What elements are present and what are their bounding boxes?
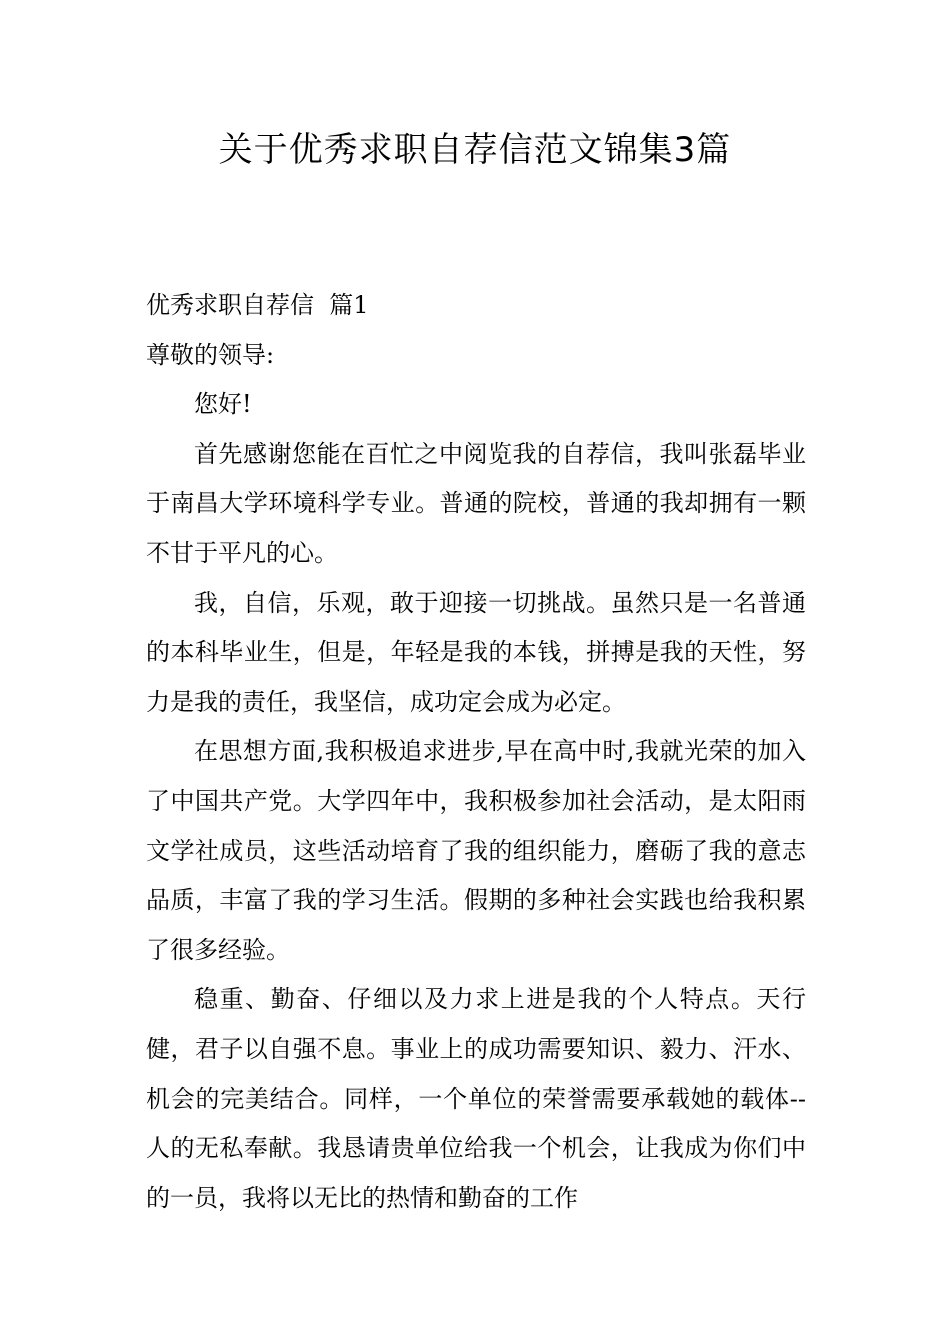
section-heading: 优秀求职自荐信 篇1 bbox=[146, 291, 369, 319]
paragraph-introduction: 首先感谢您能在百忙之中阅览我的自荐信，我叫张磊毕业于南昌大学环境科学专业。普通的院校，普通的我却拥有一颗不甘于平凡的心。 bbox=[146, 439, 806, 567]
paragraph-personality: 我，自信，乐观，敢于迎接一切挑战。虽然只是一名普通的本科毕业生，但是，年轻是我的本钱，拼搏是我的天性，努力是我的责任，我坚信，成功定会成为必定。 bbox=[146, 588, 806, 716]
salutation: 尊敬的领导: bbox=[146, 340, 275, 369]
greeting: 您好! bbox=[194, 390, 252, 419]
document-title: 关于优秀求职自荐信范文锦集3篇 bbox=[218, 130, 732, 170]
document-body bbox=[146, 281, 806, 1223]
paragraph-traits: 稳重、勤奋、仔细以及力求上进是我的个人特点。天行健，君子以自强不息。事业上的成功需要知识、毅力、汗水、机会的完美结合。同样，一个单位的荣誉需要承载她的载体--人的无私奉献。我恳请贵单位给我一个机会，让我成为你们中的一员，我将以无比的热情和勤奋的工作 bbox=[146, 985, 806, 1212]
paragraph-ideology: 在思想方面,我积极追求进步,早在高中时,我就光荣的加入了中国共产党。大学四年中，我积极参加社会活动，是太阳雨文学社成员，这些活动培育了我的组织能力，磨砺了我的意志品质，丰富了我的学习生活。假期的多种社会实践也给我积累了很多经验。 bbox=[146, 737, 806, 964]
